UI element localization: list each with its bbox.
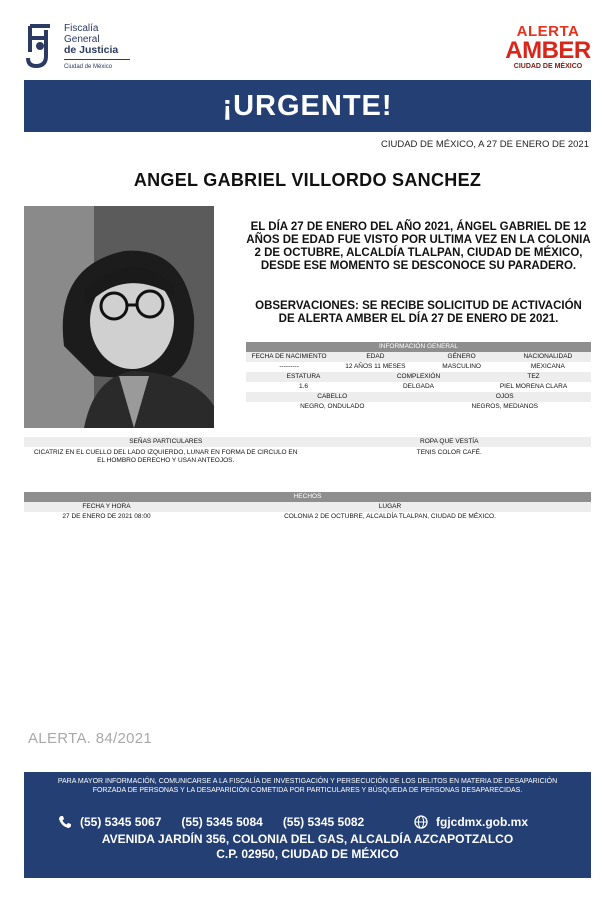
table-cell: 12 AÑOS 11 MESES: [345, 363, 406, 370]
banner-title: ¡URGENTE!: [222, 89, 393, 122]
fgj-line-2: General: [64, 34, 100, 45]
narrative-text: EL DÍA 27 DE ENERO DEL AÑO 2021, ÁNGEL GABRIEL DE 12 AÑOS DE EDAD FUE VISTO POR ULTIMA VEZ EN LA COLONIA 2 DE OCTUBRE, ALCALDÍA TLALPAN, CIUDAD DE MÉXICO, DESDE ESE MOMENTO SE DESCONOCE SU PARADERO.: [246, 221, 591, 272]
website-row: [414, 815, 528, 829]
phone-number[interactable]: (55) 5345 5067: [80, 815, 162, 829]
table-cell: DELGADA: [402, 383, 435, 390]
address-line-1: AVENIDA JARDÍN 356, COLONIA DEL GAS, ALCALDÍA AZCAPOTZALCO: [101, 832, 514, 846]
table-cell: TENIS COLOR CAFÉ.: [416, 449, 482, 456]
table-cell: SEÑAS PARTICULARES: [129, 438, 203, 445]
globe-icon: [414, 815, 428, 829]
general-info-value-row: [246, 382, 591, 392]
table-cell: COMPLEXIÓN: [396, 373, 441, 380]
table-cell: NACIONALIDAD: [523, 353, 573, 360]
fgj-line-4: Ciudad de México: [64, 59, 130, 73]
observations-text: OBSERVACIONES: SE RECIBE SOLICITUD DE ACTIVACIÓN DE ALERTA AMBER EL DÍA 27 DE ENERO DE 2021.: [255, 300, 582, 325]
fgj-wordmark: [64, 23, 130, 73]
table-cell: CABELLO: [317, 393, 348, 400]
table-cell: OJOS: [495, 393, 514, 400]
table-cell: FECHA Y HORA: [82, 503, 131, 510]
phone-number[interactable]: (55) 5345 5082: [282, 815, 365, 829]
fgj-line-1: Fiscalía: [64, 23, 99, 34]
document-header: [24, 20, 591, 76]
amber-line-2: AMBER: [505, 37, 591, 64]
table-cell: TEZ: [527, 373, 540, 380]
person-photo: [24, 206, 214, 428]
table-cell: 27 DE ENERO DE 2021 08:00: [62, 513, 151, 520]
table-cell: 1.6: [298, 383, 309, 390]
amber-line-3: CIUDAD DE MÉXICO: [513, 63, 583, 70]
table-cell: ESTATURA: [286, 373, 321, 380]
hechos-title: HECHOS: [24, 492, 591, 502]
phone-number[interactable]: (55) 5345 5084: [181, 815, 263, 829]
general-info-title: INFORMACIÓN GENERAL: [246, 342, 591, 352]
general-info-header-row: [246, 352, 591, 362]
issue-date: CIUDAD DE MÉXICO, A 27 DE ENERO DE 2021: [380, 139, 589, 150]
alert-number: ALERTA. 84/2021: [28, 730, 153, 747]
table-cell: PIEL MORENA CLARA: [499, 383, 568, 390]
table-cell: CICATRIZ EN EL CUELLO DEL LADO IZQUIERDO, LUNAR EN FORMA DE CIRCULO EN EL HOMBRO DERECHO Y USAN ANTEOJOS.: [34, 449, 298, 464]
table-cell: COLONIA 2 DE OCTUBRE, ALCALDÍA TLALPAN, CIUDAD DE MÉXICO.: [284, 513, 496, 520]
table-cell: MEXICANA: [530, 363, 565, 370]
amber-line-1: ALERTA: [516, 23, 580, 40]
general-info-value-row: [246, 402, 591, 412]
table-cell: GÉNERO: [447, 353, 476, 360]
address: [24, 832, 591, 862]
address-line-2: C.P. 02950, CIUDAD DE MÉXICO: [216, 847, 399, 861]
table-cell: EDAD: [366, 353, 385, 360]
table-cell: ROPA QUE VESTÍA: [420, 438, 479, 445]
particulars-header-row: [24, 437, 591, 447]
particulars-value-row: [24, 449, 591, 465]
table-cell: NEGRO, ONDULADO: [300, 403, 365, 410]
urgent-banner: [24, 80, 591, 132]
contact-footer: [24, 772, 591, 878]
general-info-table: [246, 342, 591, 412]
general-info-header-row: [246, 372, 591, 382]
table-cell: MASCULINO: [442, 363, 481, 370]
hechos-header-row: [24, 502, 591, 512]
hechos-table: [24, 492, 591, 522]
website-link[interactable]: fgjcdmx.gob.mx: [436, 815, 529, 829]
phone-icon: [58, 815, 72, 829]
phone-list: [58, 815, 384, 829]
person-name: ANGEL GABRIEL VILLORDO SANCHEZ: [133, 170, 482, 190]
table-cell: FECHA DE NACIMIENTO: [251, 353, 327, 360]
fgj-line-3: de Justicia: [64, 44, 119, 56]
general-info-value-row: [246, 362, 591, 372]
table-cell: NEGROS, MEDIANOS: [471, 403, 538, 410]
footer-info-text: PARA MAYOR INFORMACIÓN, COMUNICARSE A LA FISCALÍA DE INVESTIGACIÓN Y PERSECUCIÓN DE LOS DELITOS EN MATERIA DE DESAPARICIÓN FORZADA DE PERSONAS Y LA DESAPARICIÓN COMETIDA POR PARTICULARES Y BÚSQUEDA DE PERSONAS DESAPARECIDAS.: [57, 778, 558, 794]
fgj-logo-icon: [24, 22, 58, 70]
alerta-amber-logo: [505, 20, 591, 76]
general-info-header-row: [246, 392, 591, 402]
table-cell: ---------: [279, 363, 299, 370]
hechos-value-row: [24, 512, 591, 522]
portrait-image: [24, 206, 214, 428]
table-cell: LUGAR: [378, 503, 402, 510]
